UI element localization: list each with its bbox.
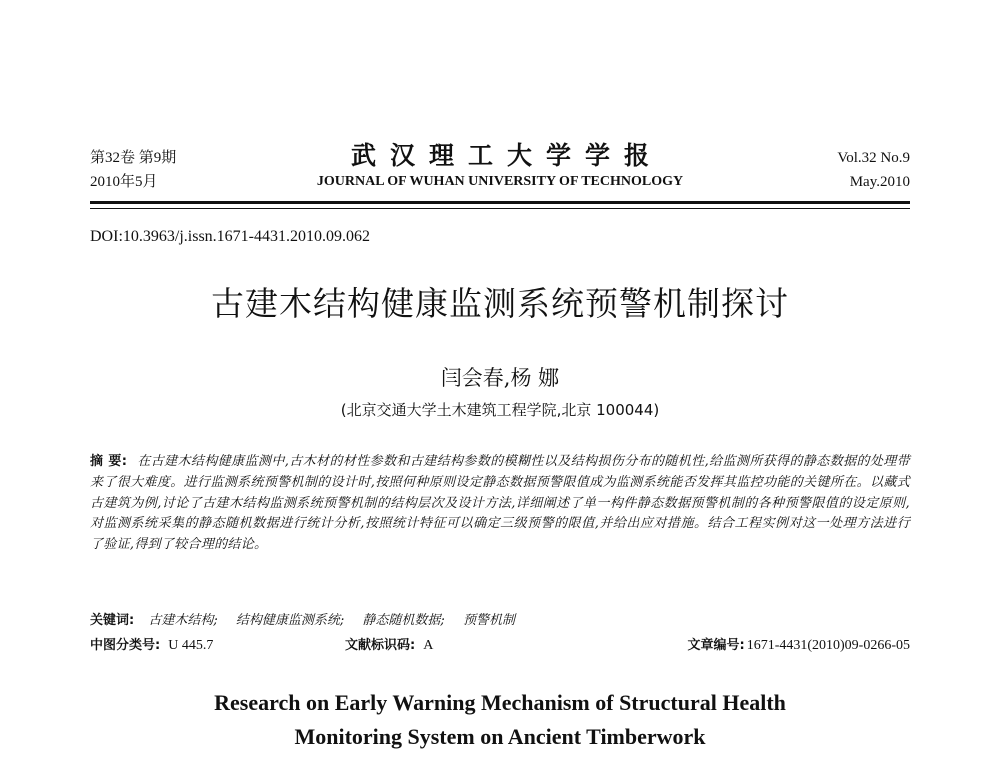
- keywords: [90, 611, 529, 631]
- date-en: May.2010: [849, 174, 910, 190]
- article-number: [687, 636, 910, 656]
- article-value: 1671-4431(2010)09-0266-05: [746, 638, 910, 653]
- vol-no-en: Vol.32 No.9: [837, 150, 910, 166]
- header-rule-thick: [90, 201, 910, 204]
- abstract: [90, 452, 910, 556]
- doi: DOI:10.3963/j.issn.1671-4431.2010.09.062: [90, 228, 370, 245]
- header-right: [837, 146, 910, 194]
- abstract-label: 摘 要:: [90, 454, 128, 469]
- doc-code-value: A: [423, 638, 434, 653]
- keyword-item: 古建木结构;: [148, 613, 218, 628]
- affiliation: (北京交通大学土木建筑工程学院,北京 100044): [340, 401, 660, 419]
- paper-title-en: [0, 686, 1000, 754]
- keyword-item: 预警机制: [462, 613, 515, 628]
- keywords-label: 关键词:: [90, 613, 135, 628]
- abstract-text: 在古建木结构健康监测中,古木材的材性参数和古建结构参数的模糊性以及结构损伤分布的随机性,给监测所获得的静态数据的处理带来了很大难度。进行监测系统预警机制的设计时,按照何种原则设定静态数据预警限值成为监测系统能否发挥其监控功能的关键所在。以藏式古建筑为例,讨论了古建木结构监测系统预警机制的结构层次及设计方法,详细阐述了单一构件静态数据预警机制的各种预警限值的设定原则,对监测系统采集的静态随机数据进行统计分析,按照统计特征可以确定三级预警的限值,并给出应对措施。结合工程实例对这一处理方法进行了验证,得到了较合理的结论。: [90, 454, 910, 553]
- clc-value: U 445.7: [168, 638, 214, 653]
- title-en-line2: Monitoring System on Ancient Timberwork: [294, 724, 706, 749]
- journal-name-cn: 武汉理工大学学报: [350, 141, 663, 170]
- keyword-item: 结构健康监测系统;: [235, 613, 345, 628]
- volume-issue: 第32卷 第9期: [90, 150, 177, 166]
- authors: 闫会春,杨 娜: [440, 366, 560, 390]
- paper-title-cn: 古建木结构健康监测系统预警机制探讨: [211, 284, 789, 323]
- document-code: [345, 636, 433, 656]
- keyword-item: 静态随机数据;: [362, 613, 445, 628]
- title-en-line1: Research on Early Warning Mechanism of Structural Health: [214, 690, 786, 715]
- clc-label: 中图分类号:: [90, 638, 161, 653]
- header-rule-thin: [90, 208, 910, 209]
- date-cn: 2010年5月: [90, 174, 158, 190]
- clc-number: [90, 636, 213, 656]
- journal-name-en: JOURNAL OF WUHAN UNIVERSITY OF TECHNOLOGY: [316, 174, 684, 189]
- doc-code-label: 文献标识码:: [345, 638, 416, 653]
- article-label: 文章编号:: [687, 638, 745, 653]
